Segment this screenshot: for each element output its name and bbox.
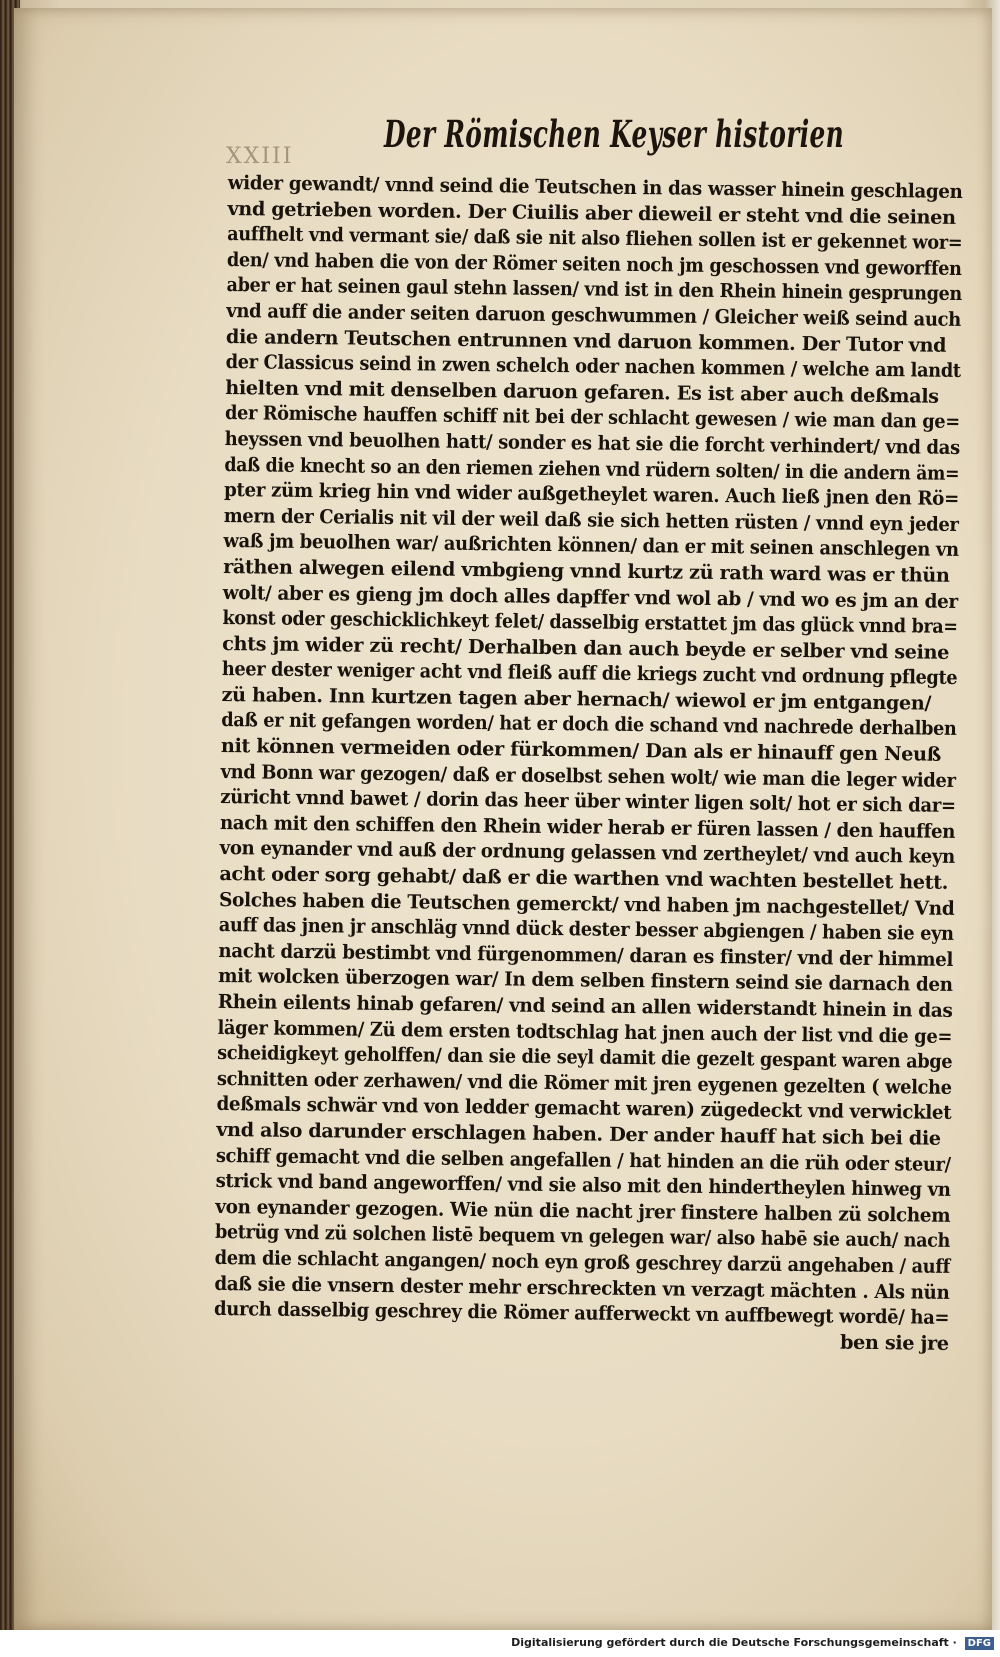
text-line: hielten vnd mit denselben daruon gefaren. Es ist aber auch deßmals: [225, 375, 939, 408]
text-line: räthen alwegen eilend vmbgieng vnnd kurtz zü rath ward was er thün: [223, 554, 950, 587]
text-line: daß die knecht so an den riemen ziehen vnd rüdern solten/ in die andern äm=: [224, 452, 960, 485]
text-line: Rhein eilents hinab gefaren/ vnd seind an allen widerstandt hinein in das: [217, 989, 953, 1022]
text-line: heer dester weniger acht vnd fleiß auff die kriegs zucht vnd ordnung pflegte: [221, 657, 958, 690]
text-line: daß sie die vnsern dester mehr erschreckten vn verzagt mächten . Als nün: [214, 1271, 950, 1304]
text-line: von eynander gezogen. Wie nün die nacht jrer finstere halben zü solchem: [215, 1194, 951, 1227]
text-line: der Classicus seind in zwen schelch oder nachen kommen / welche am landt: [225, 350, 961, 383]
text-line: aber er hat seinen gaul stehn lassen/ vnd ist in den Rhein hinein gesprungen: [226, 273, 963, 306]
text-line: läger kommen/ Zü dem ersten todtschlag hat jnen auch der list vnd die ge=: [217, 1015, 953, 1048]
catchword-line: ben sie jre: [839, 1330, 949, 1355]
text-line: acht oder sorg gehabt/ daß er die warthen vnd wachten bestellet hett.: [219, 861, 949, 894]
footer-credit-text: Digitalisierung gefördert durch die Deutsche Forschungsgemeinschaft: [511, 1636, 949, 1649]
text-line: vnd also darunder erschlagen haben. Der ander hauff hat sich bei die: [216, 1117, 941, 1150]
body-text: [214, 170, 963, 1356]
text-line: durch dasselbig geschrey die Römer aufferweckt vn auffbewegt wordē/ ha=: [213, 1297, 950, 1330]
text-line: Solches haben die Teutschen gemerckt/ vnd haben jm nachgestellet/ Vnd: [218, 887, 955, 920]
text-line: pter züm krieg hin vnd wider außgetheylet waren. Auch ließ jnen den Rö=: [223, 478, 960, 511]
text-line: waß jm beuolhen war/ außrichten können/ dan er mit seinen anschlegen vn: [223, 529, 959, 562]
text-line: der Römische hauffen schiff nit bei der schlacht gewesen / wie man dan ge=: [224, 401, 960, 434]
text-line: mern der Cerialis nit vil der weil daß sie sich hetten rüsten / vnnd eyn jeder: [223, 503, 959, 536]
text-line: konst oder geschicklichkeyt felet/ dasselbig erstattet jm das glück vnnd bra=: [222, 606, 958, 639]
text-line: mit wolcken überzogen war/ In dem selben finstern seind sie darnach den: [218, 964, 953, 997]
text-line: scheidigkeyt geholffen/ dan sie die seyl damit die gezelt gespant waren abge: [217, 1041, 953, 1074]
text-line: züricht vnnd bawet / dorin das heer über winter ligen solt/ hot er sich dar=: [220, 785, 956, 818]
text-line: schnitten oder zerhawen/ vnd die Römer mit jren eygenen gezelten ( welche: [216, 1066, 952, 1099]
text-line: vnd Bonn war gezogen/ daß er doselbst sehen wolt/ wie man die leger wider: [220, 759, 956, 792]
text-line: betrüg vnd zü solchen listē bequem vn gelegen war/ also habē sie auch/ nach: [214, 1220, 951, 1253]
text-line: nacht darzü bestimbt vnd fürgenommen/ daran es finster/ vnd der himmel: [218, 938, 954, 971]
text-line: wolt/ aber es gieng jm doch alles dapffer vnd wol ab / vnd wo es jm an der: [222, 580, 958, 613]
dfg-logo: DFG: [965, 1637, 994, 1650]
text-line: schiff gemacht vnd die selben angefallen / hat hinden an die rüh oder steur/: [215, 1143, 951, 1176]
text-line: strick vnd band angeworffen/ vnd sie also mit den hindertheylen hinweg vn: [215, 1169, 951, 1202]
text-line: die andern Teutschen entrunnen vnd daruon kommen. Der Tutor vnd: [225, 324, 947, 357]
text-line: wider gewandt/ vnnd seind die Teutschen in das wasser hinein geschlagen: [227, 170, 963, 203]
facing-page-header: XXIII: [226, 144, 294, 169]
text-line: auffhelt vnd vermant sie/ daß sie nit also fliehen sollen ist er gekennet wor=: [227, 222, 963, 255]
text-line: nit können vermeiden oder fürkommen/ Dan als er hinauff gen Neuß: [220, 734, 942, 766]
footer-credit: Digitalisierung gefördert durch die Deutsche Forschungsgemeinschaft · DFG: [511, 1636, 994, 1650]
text-line: vnd auff die ander seiten daruon geschwummen / Gleicher weiß seind auch: [226, 298, 962, 331]
text-line: heyssen vnd beuolhen hatt/ sonder es hat sie die forcht verhindert/ vnd das: [224, 426, 961, 459]
text-line: von eynander vnd auß der ordnung gelassen vnd zertheylet/ vnd auch keyn: [219, 836, 956, 869]
text-line: dem die schlacht angangen/ noch eyn groß geschrey darzü angehaben / auff: [214, 1245, 951, 1278]
text-line: vnd getrieben worden. Der Ciuilis aber dieweil er steht vnd die seinen: [227, 196, 956, 229]
text-line: daß er nit gefangen worden/ hat er doch die schand vnd nachrede derhalben: [221, 708, 957, 741]
text-line: zü haben. Inn kurtzen tagen aber hernach/ wiewol er jm entgangen/: [221, 682, 932, 715]
text-line: den/ vnd haben die von der Römer seiten noch jm geschossen vnd geworffen: [226, 247, 962, 280]
running-title: Der Römischen Keyser historien: [384, 112, 844, 156]
text-line: nach mit den schiffen den Rhein wider herab er füren lassen / den hauffen: [219, 810, 956, 843]
text-line: chts jm wider zü recht/ Derhalben dan auch beyde er selber vnd seine: [222, 631, 950, 664]
text-line: auff das jnen jr anschläg vnnd dück dester besser abgiengen / haben sie eyn: [218, 913, 954, 946]
text-line: deßmals schwär vnd von ledder gemacht waren) zügedeckt vnd verwicklet: [216, 1092, 952, 1125]
